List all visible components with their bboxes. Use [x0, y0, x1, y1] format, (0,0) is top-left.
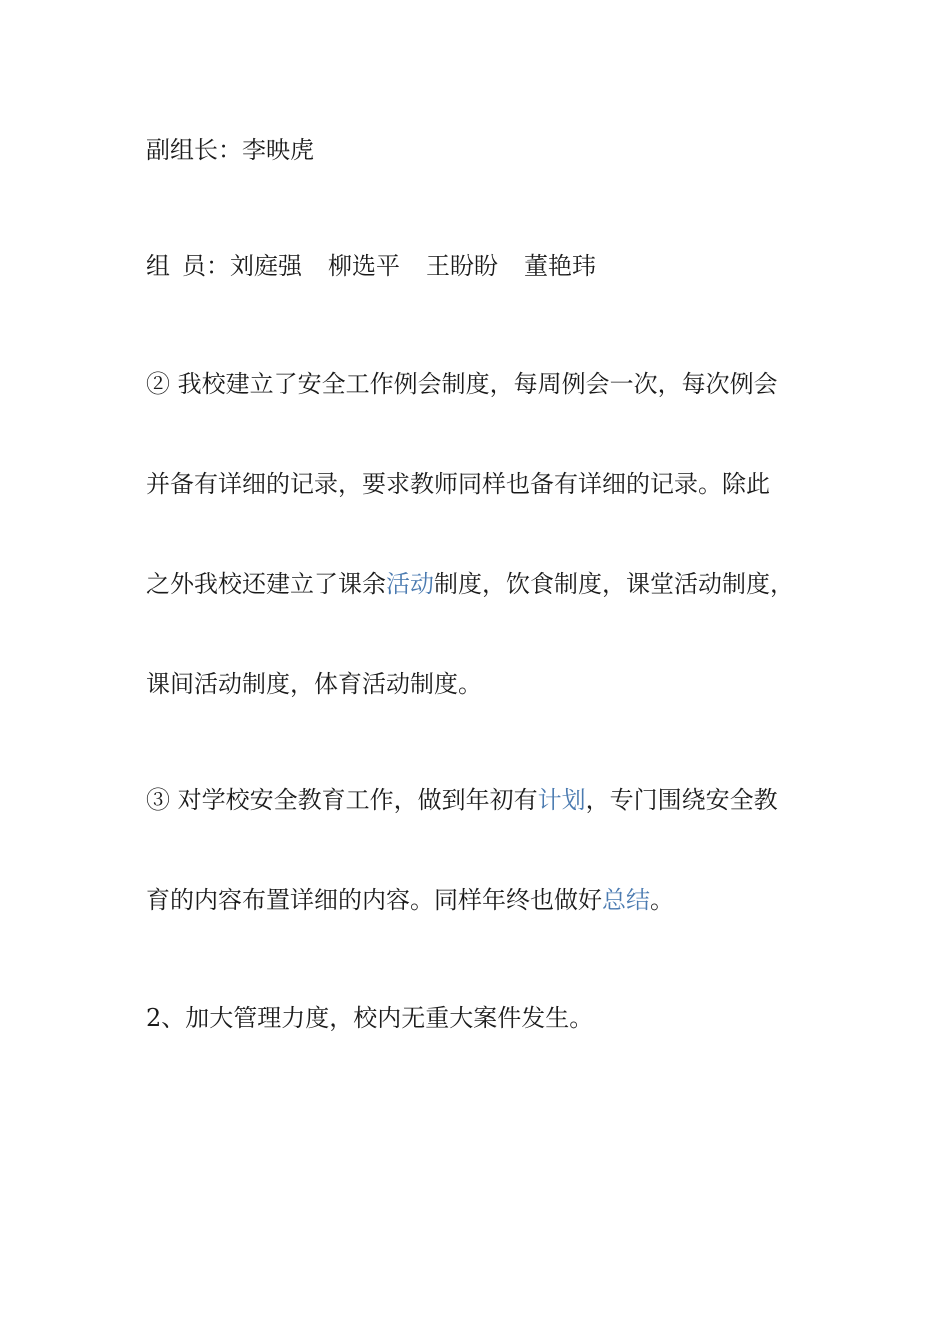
- summary-link[interactable]: 总结: [602, 886, 650, 914]
- para3-line1-text-a: ③ 对学校安全教育工作，做到年初有: [146, 786, 538, 814]
- vice-leader-name: 李映虎: [242, 136, 314, 164]
- para3-line1: [146, 780, 816, 820]
- para3-line2-text-b: 。: [650, 886, 674, 914]
- members-line: [146, 246, 816, 286]
- para2-line3: [146, 564, 816, 604]
- member-name: 刘庭强: [230, 252, 302, 280]
- activity-link[interactable]: 活动: [386, 570, 434, 598]
- para2-line2: 并备有详细的记录，要求教师同样也备有详细的记录。除此: [146, 470, 770, 498]
- member-name: 柳选平: [328, 252, 400, 280]
- section2-heading: 2、加大管理力度，校内无重大案件发生。: [146, 1004, 594, 1032]
- para3-line1-text-b: ，专门围绕安全教: [585, 786, 778, 814]
- member-name: 王盼盼: [426, 252, 498, 280]
- vice-leader-line: [146, 130, 816, 170]
- para2-line3-text-b: 制度，饮食制度，课堂活动制度，: [434, 570, 794, 598]
- para2-line1: ② 我校建立了安全工作例会制度，每周例会一次，每次例会: [146, 370, 778, 398]
- plan-link[interactable]: 计划: [537, 786, 586, 814]
- para2-line3-text-a: 之外我校还建立了课余: [146, 570, 386, 598]
- member-name: 董艳玮: [524, 252, 596, 280]
- members-label-b: 员：: [182, 252, 230, 280]
- para2-line4: 课间活动制度，体育活动制度。: [146, 670, 482, 698]
- para3-line2-text-a: 育的内容布置详细的内容。同样年终也做好: [146, 886, 602, 914]
- members-label-a: 组: [146, 252, 170, 280]
- vice-leader-label: 副组长：: [146, 136, 242, 164]
- para3-line2: [146, 880, 816, 920]
